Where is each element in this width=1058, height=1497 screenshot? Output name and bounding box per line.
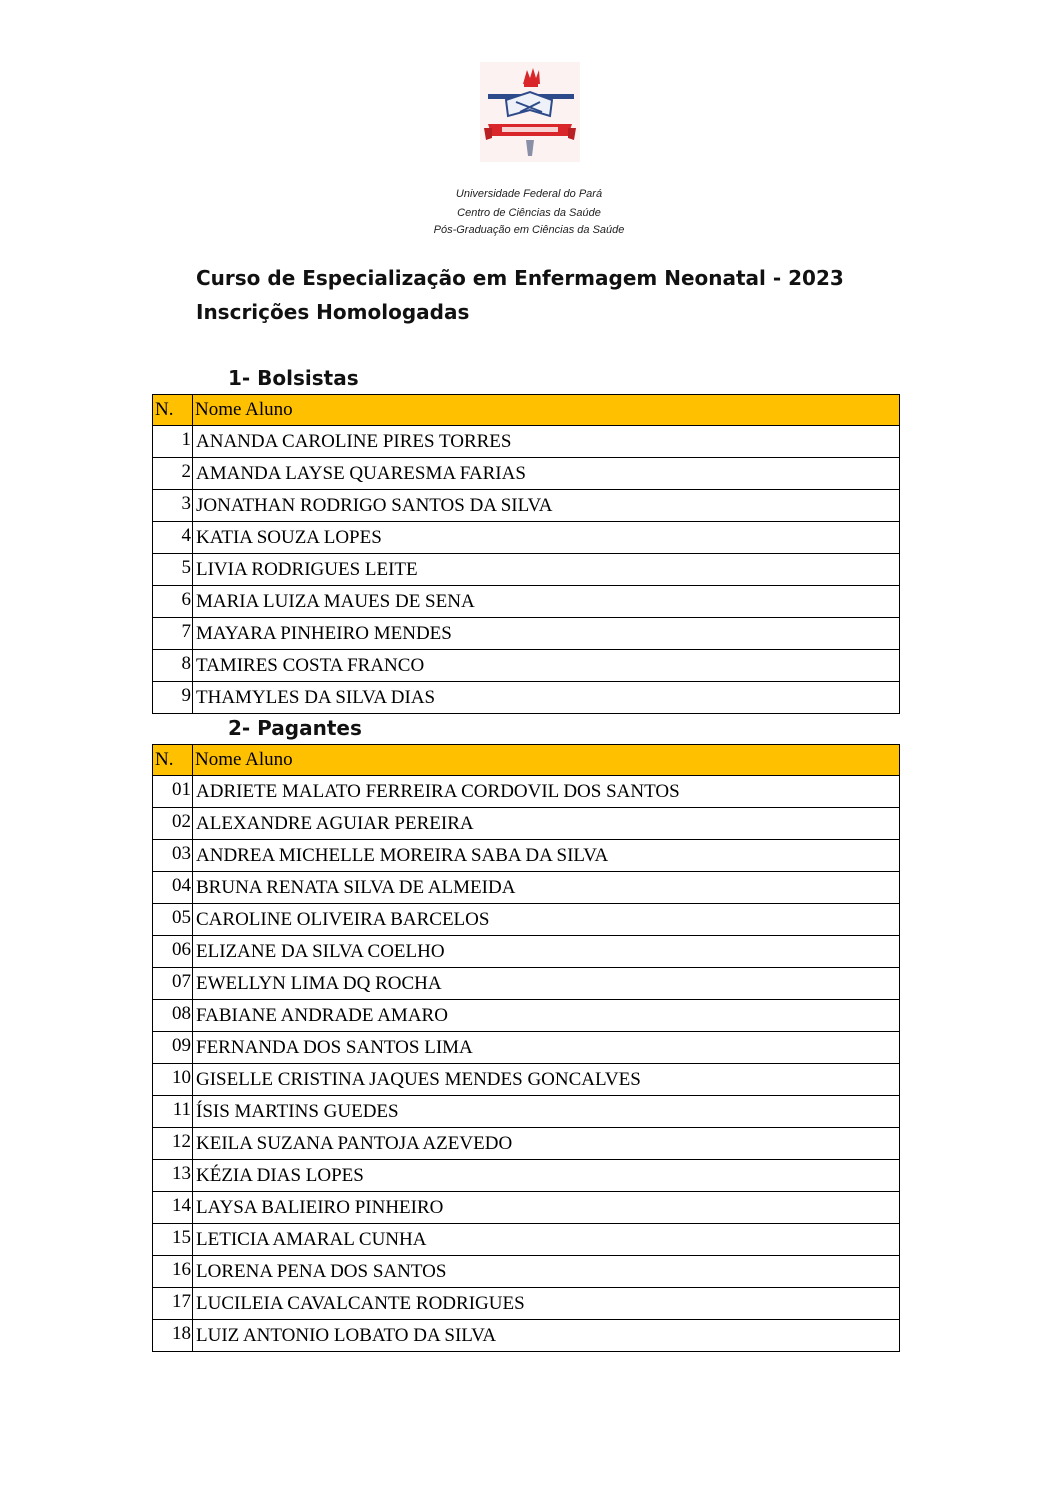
student-name: KEILA SUZANA PANTOJA AZEVEDO: [193, 1128, 900, 1160]
row-number: 10: [153, 1064, 193, 1096]
table-row: [153, 968, 900, 1000]
column-header-name: Nome Aluno: [193, 745, 900, 776]
table-row: [153, 1000, 900, 1032]
table-row: [153, 426, 900, 458]
institution-name: Universidade Federal do Pará: [455, 188, 603, 200]
table-row: [153, 776, 900, 808]
student-name: AMANDA LAYSE QUARESMA FARIAS: [193, 458, 900, 490]
student-name: LIVIA RODRIGUES LEITE: [193, 554, 900, 586]
row-number: 16: [153, 1256, 193, 1288]
table-row: [153, 808, 900, 840]
pagantes-table: [152, 744, 900, 1352]
student-name: TAMIRES COSTA FRANCO: [193, 650, 900, 682]
row-number: 14: [153, 1192, 193, 1224]
table-row: [153, 586, 900, 618]
student-name: LUCILEIA CAVALCANTE RODRIGUES: [193, 1288, 900, 1320]
table-row: [153, 1096, 900, 1128]
student-name: BRUNA RENATA SILVA DE ALMEIDA: [193, 872, 900, 904]
table-row: [153, 1128, 900, 1160]
table-row: [153, 1224, 900, 1256]
row-number: 5: [153, 554, 193, 586]
student-name: GISELLE CRISTINA JAQUES MENDES GONCALVES: [193, 1064, 900, 1096]
table-row: [153, 1192, 900, 1224]
table-row: [153, 682, 900, 714]
student-name: THAMYLES DA SILVA DIAS: [193, 682, 900, 714]
row-number: 13: [153, 1160, 193, 1192]
row-number: 06: [153, 936, 193, 968]
student-name: ANDREA MICHELLE MOREIRA SABA DA SILVA: [193, 840, 900, 872]
program-name: Pós-Graduação em Ciências da Saúde: [433, 224, 625, 236]
university-crest: [480, 62, 580, 162]
table-row: [153, 554, 900, 586]
table-header-row: [153, 395, 900, 426]
row-number: 04: [153, 872, 193, 904]
student-name: LAYSA BALIEIRO PINHEIRO: [193, 1192, 900, 1224]
section-heading-pagantes: 2- Pagantes: [228, 716, 362, 740]
table-row: [153, 1256, 900, 1288]
row-number: 15: [153, 1224, 193, 1256]
row-number: 02: [153, 808, 193, 840]
table-row: [153, 1160, 900, 1192]
column-header-number: N.: [153, 745, 193, 776]
row-number: 08: [153, 1000, 193, 1032]
center-name: Centro de Ciências da Saúde: [457, 207, 601, 219]
student-name: ALEXANDRE AGUIAR PEREIRA: [193, 808, 900, 840]
student-name: KÉZIA DIAS LOPES: [193, 1160, 900, 1192]
page-title: Curso de Especialização em Enfermagem Neonatal - 2023: [196, 266, 844, 290]
row-number: 17: [153, 1288, 193, 1320]
bolsistas-table: [152, 394, 900, 714]
row-number: 11: [153, 1096, 193, 1128]
row-number: 09: [153, 1032, 193, 1064]
student-name: CAROLINE OLIVEIRA BARCELOS: [193, 904, 900, 936]
column-header-name: Nome Aluno: [193, 395, 900, 426]
row-number: 1: [153, 426, 193, 458]
table-row: [153, 650, 900, 682]
student-name: ELIZANE DA SILVA COELHO: [193, 936, 900, 968]
page-subtitle: Inscrições Homologadas: [196, 300, 470, 324]
student-name: LETICIA AMARAL CUNHA: [193, 1224, 900, 1256]
column-header-number: N.: [153, 395, 193, 426]
student-name: FABIANE ANDRADE AMARO: [193, 1000, 900, 1032]
row-number: 12: [153, 1128, 193, 1160]
table-row: [153, 1288, 900, 1320]
student-name: LUIZ ANTONIO LOBATO DA SILVA: [193, 1320, 900, 1352]
table-header-row: [153, 745, 900, 776]
table-row: [153, 458, 900, 490]
student-name: MAYARA PINHEIRO MENDES: [193, 618, 900, 650]
row-number: 2: [153, 458, 193, 490]
table-row: [153, 618, 900, 650]
student-name: LORENA PENA DOS SANTOS: [193, 1256, 900, 1288]
table-row: [153, 1064, 900, 1096]
table-row: [153, 872, 900, 904]
table-row: [153, 1320, 900, 1352]
row-number: 18: [153, 1320, 193, 1352]
row-number: 9: [153, 682, 193, 714]
student-name: ANANDA CAROLINE PIRES TORRES: [193, 426, 900, 458]
student-name: EWELLYN LIMA DQ ROCHA: [193, 968, 900, 1000]
table-row: [153, 904, 900, 936]
table-row: [153, 936, 900, 968]
student-name: KATIA SOUZA LOPES: [193, 522, 900, 554]
row-number: 6: [153, 586, 193, 618]
row-number: 4: [153, 522, 193, 554]
row-number: 05: [153, 904, 193, 936]
table-row: [153, 840, 900, 872]
table-row: [153, 1032, 900, 1064]
student-name: FERNANDA DOS SANTOS LIMA: [193, 1032, 900, 1064]
table-row: [153, 490, 900, 522]
student-name: ÍSIS MARTINS GUEDES: [193, 1096, 900, 1128]
student-name: MARIA LUIZA MAUES DE SENA: [193, 586, 900, 618]
table-row: [153, 522, 900, 554]
row-number: 7: [153, 618, 193, 650]
row-number: 01: [153, 776, 193, 808]
row-number: 03: [153, 840, 193, 872]
row-number: 3: [153, 490, 193, 522]
row-number: 8: [153, 650, 193, 682]
row-number: 07: [153, 968, 193, 1000]
section-heading-bolsistas: 1- Bolsistas: [228, 366, 359, 390]
student-name: JONATHAN RODRIGO SANTOS DA SILVA: [193, 490, 900, 522]
student-name: ADRIETE MALATO FERREIRA CORDOVIL DOS SANTOS: [193, 776, 900, 808]
